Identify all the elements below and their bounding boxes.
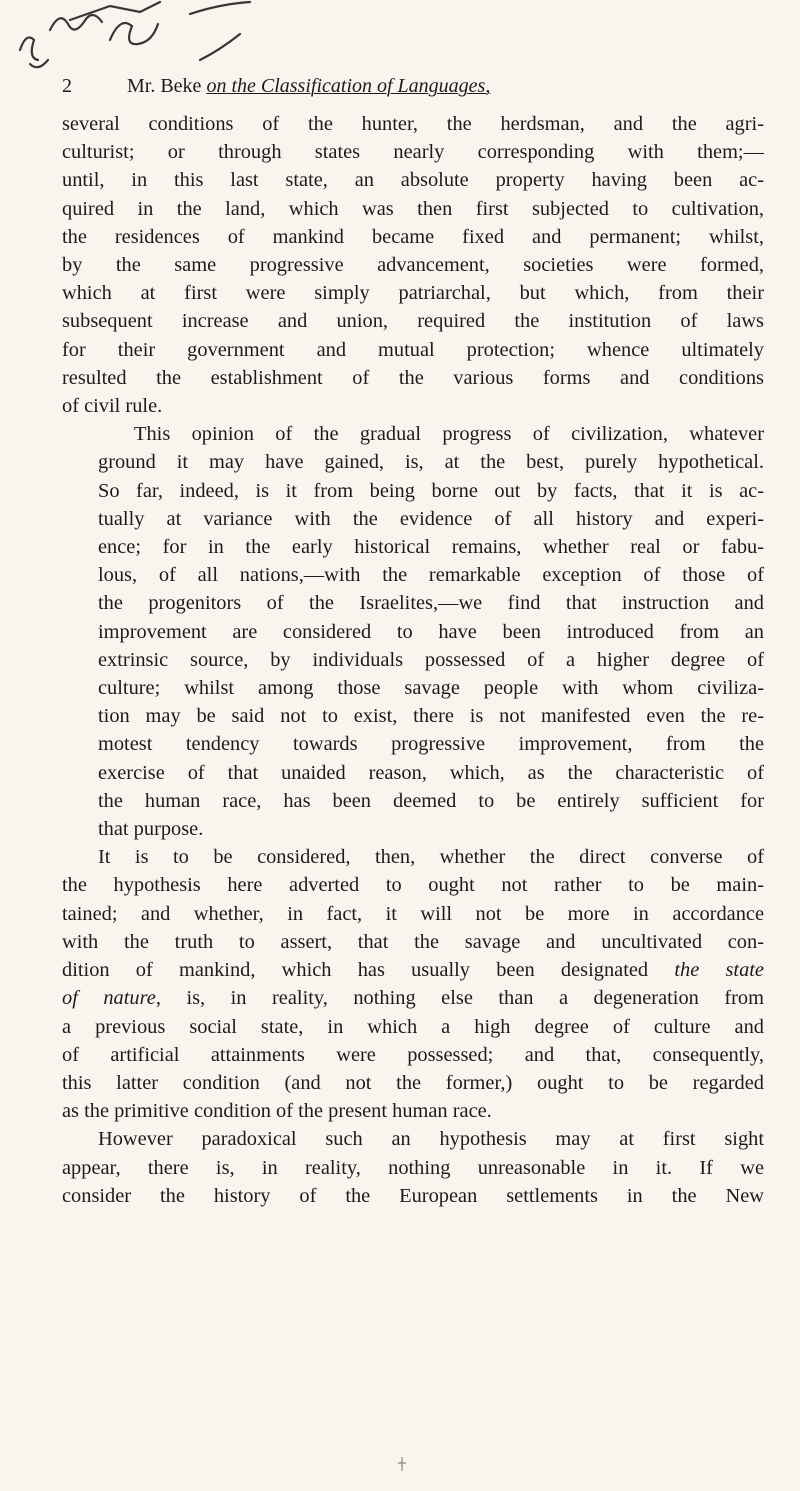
page-number: 2 bbox=[62, 75, 72, 97]
text-segment: dition of mankind, which has usually been designated the state bbox=[62, 959, 764, 982]
text-segment: of nature, is, in reality, nothing else than a degeneration from bbox=[62, 987, 764, 1010]
text-line: the progenitors of the Israelites,—we find that instruction and bbox=[98, 592, 764, 615]
paragraph-3 bbox=[62, 843, 764, 1125]
running-title-author: Mr. Beke bbox=[127, 75, 202, 97]
text-line: consider the history of the European settlements in the New bbox=[62, 1184, 764, 1207]
paragraph-4 bbox=[62, 1125, 764, 1210]
italic-phrase: the state bbox=[674, 959, 764, 982]
text-line: tually at variance with the evidence of all history and experi- bbox=[98, 507, 764, 530]
text-line: appear, there is, in reality, nothing unreasonable in it. If we bbox=[62, 1156, 764, 1179]
text-line: several conditions of the hunter, the herdsman, and the agri- bbox=[62, 113, 764, 135]
text-line: tained; and whether, in fact, it will not be more in accordance bbox=[62, 902, 764, 925]
text-line: of civil rule. bbox=[62, 395, 163, 418]
text-line: lous, of all nations,—with the remarkable exception of those of bbox=[98, 564, 764, 587]
text-line: the hypothesis here adverted to ought not rather to be main- bbox=[62, 874, 764, 897]
text-line: culturist; or through states nearly corresponding with them;— bbox=[62, 141, 764, 164]
text-line: as the primitive condition of the present human race. bbox=[62, 1100, 492, 1123]
body-text bbox=[62, 110, 764, 1210]
text-line: motest tendency towards progressive improvement, from the bbox=[98, 733, 764, 756]
text-line: by the same progressive advancement, societies were formed, bbox=[62, 254, 764, 277]
text-line: subsequent increase and union, required the institution of laws bbox=[62, 310, 764, 333]
text-line: ground it may have gained, is, at the best, purely hypothetical. bbox=[98, 451, 764, 474]
running-title: on the Classification of Languages, bbox=[206, 75, 491, 97]
text-line-with-italic bbox=[62, 984, 764, 1012]
text-line: However paradoxical such an hypothesis may at first sight bbox=[98, 1128, 764, 1151]
text-line: which at first were simply patriarchal, but which, from their bbox=[62, 282, 764, 305]
text-line: that purpose. bbox=[98, 818, 204, 841]
text-line: quired in the land, which was then first subjected to cultivation, bbox=[62, 197, 764, 220]
italic-phrase: of nature bbox=[62, 987, 156, 1010]
text-line: of artificial attainments were possessed; and that, consequently, bbox=[62, 1043, 764, 1066]
text-line: for their government and mutual protection; whence ultimately bbox=[62, 338, 764, 361]
text-line: culture; whilst among those savage people with whom civiliza- bbox=[98, 677, 764, 700]
text-line: This opinion of the gradual progress of civilization, whatever bbox=[134, 423, 764, 446]
text-line: this latter condition (and not the former,) ought to be regarded bbox=[62, 1071, 764, 1094]
text-line: It is to be considered, then, whether the direct converse of bbox=[98, 846, 764, 869]
text-line: the residences of mankind became fixed and permanent; whilst, bbox=[62, 225, 764, 248]
text-line: So far, indeed, is it from being borne out by facts, that it is ac- bbox=[98, 479, 764, 502]
running-header bbox=[62, 72, 762, 100]
text-line: with the truth to assert, that the savage and uncultivated con- bbox=[62, 930, 764, 953]
stray-mark-icon bbox=[395, 1455, 409, 1473]
text-line: tion may be said not to exist, there is not manifested even the re- bbox=[98, 705, 764, 728]
text-line: ence; for in the early historical remains, whether real or fabu- bbox=[98, 536, 764, 559]
text-line-with-italic bbox=[62, 956, 764, 984]
text-line: the human race, has been deemed to be entirely sufficient for bbox=[98, 789, 764, 812]
text-line: exercise of that unaided reason, which, as the characteristic of bbox=[98, 761, 764, 784]
text-line: improvement are considered to have been introduced from an bbox=[98, 620, 764, 643]
paragraph-2 bbox=[62, 420, 764, 843]
text-line: resulted the establishment of the various forms and conditions bbox=[62, 366, 764, 389]
text-line: extrinsic source, by individuals possessed of a higher degree of bbox=[98, 648, 764, 671]
text-line: until, in this last state, an absolute property having been ac- bbox=[62, 169, 764, 192]
paragraph-1 bbox=[62, 110, 764, 420]
text-line: a previous social state, in which a high degree of culture and bbox=[62, 1015, 764, 1038]
